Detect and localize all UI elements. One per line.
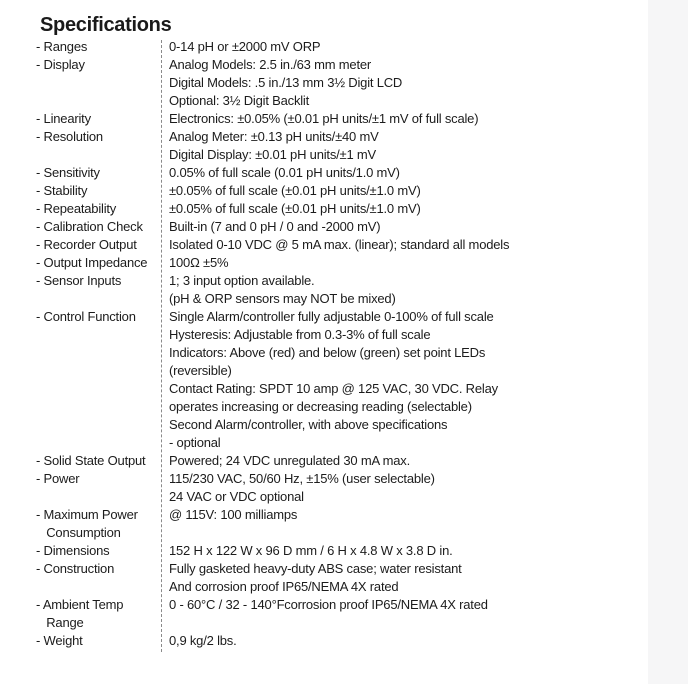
spec-row bbox=[36, 632, 648, 650]
spec-value-line: Fully gasketed heavy-duty ABS case; water resistant bbox=[169, 561, 462, 576]
spec-label: - Stability bbox=[36, 183, 88, 198]
spec-row bbox=[36, 542, 648, 560]
spec-label: - Weight bbox=[36, 633, 83, 648]
spec-row bbox=[36, 218, 648, 236]
spec-label: - Linearity bbox=[36, 111, 91, 126]
spec-values bbox=[166, 110, 648, 128]
spec-row bbox=[36, 56, 648, 110]
spec-values bbox=[166, 542, 648, 560]
spec-label: - Resolution bbox=[36, 129, 103, 144]
spec-value-line: 0 - 60°C / 32 - 140°Fcorrosion proof IP65/NEMA 4X rated bbox=[169, 597, 488, 612]
spec-values bbox=[166, 164, 648, 182]
spec-label: - Ambient Temp Range bbox=[36, 597, 124, 630]
spec-values bbox=[166, 596, 648, 632]
spec-value-line: Single Alarm/controller fully adjustable 0-100% of full scale bbox=[169, 309, 494, 324]
spec-label: - Calibration Check bbox=[36, 219, 143, 234]
spec-values bbox=[166, 236, 648, 254]
spec-row bbox=[36, 164, 648, 182]
spec-value-line: 0,9 kg/2 lbs. bbox=[169, 633, 237, 648]
spec-value-line: Electronics: ±0.05% (±0.01 pH units/±1 mV of full scale) bbox=[169, 111, 479, 126]
spec-values bbox=[166, 272, 648, 308]
spec-value-line: Analog Models: 2.5 in./63 mm meter bbox=[169, 57, 372, 72]
spec-values bbox=[166, 470, 648, 506]
spec-label: - Recorder Output bbox=[36, 237, 137, 252]
background-strip bbox=[648, 0, 688, 684]
spec-value-line: Powered; 24 VDC unregulated 30 mA max. bbox=[169, 453, 410, 468]
spec-value-line: Digital Models: .5 in./13 mm 3½ Digit LCD bbox=[169, 75, 403, 90]
spec-value-line: Digital Display: ±0.01 pH units/±1 mV bbox=[169, 147, 377, 162]
spec-values bbox=[166, 200, 648, 218]
spec-value-line: Analog Meter: ±0.13 pH units/±40 mV bbox=[169, 129, 379, 144]
spec-values bbox=[166, 128, 648, 164]
spec-value-line: Hysteresis: Adjustable from 0.3-3% of full scale bbox=[169, 327, 431, 342]
spec-value-line: Second Alarm/controller, with above specifications bbox=[169, 417, 448, 432]
spec-row bbox=[36, 506, 648, 542]
spec-row bbox=[36, 470, 648, 506]
spec-row bbox=[36, 560, 648, 596]
spec-values bbox=[166, 254, 648, 272]
spec-row bbox=[36, 38, 648, 56]
spec-label: - Output Impedance bbox=[36, 255, 148, 270]
spec-value-line: operates increasing or decreasing reading (selectable) bbox=[169, 399, 472, 414]
spec-values bbox=[166, 452, 648, 470]
spec-value-line: ±0.05% of full scale (±0.01 pH units/±1.0 mV) bbox=[169, 183, 421, 198]
spec-label: - Solid State Output bbox=[36, 453, 146, 468]
spec-row bbox=[36, 236, 648, 254]
spec-row bbox=[36, 452, 648, 470]
page-title: Specifications bbox=[40, 14, 172, 36]
spec-label: - Dimensions bbox=[36, 543, 110, 558]
spec-value-line: (reversible) bbox=[169, 363, 232, 378]
spec-value-line: Isolated 0-10 VDC @ 5 mA max. (linear); standard all models bbox=[169, 237, 510, 252]
spec-row bbox=[36, 308, 648, 452]
spec-value-line: Optional: 3½ Digit Backlit bbox=[169, 93, 310, 108]
spec-value-line: - optional bbox=[169, 435, 221, 450]
spec-values bbox=[166, 38, 648, 56]
spec-label: - Display bbox=[36, 57, 85, 72]
spec-label: - Sensitivity bbox=[36, 165, 100, 180]
spec-values bbox=[166, 560, 648, 596]
spec-value-line: (pH & ORP sensors may NOT be mixed) bbox=[169, 291, 396, 306]
spec-label: - Control Function bbox=[36, 309, 136, 324]
spec-list bbox=[36, 38, 648, 650]
spec-label: - Construction bbox=[36, 561, 115, 576]
spec-value-line: Contact Rating: SPDT 10 amp @ 125 VAC, 30 VDC. Relay bbox=[169, 381, 498, 396]
spec-value-line: @ 115V: 100 milliamps bbox=[169, 507, 298, 522]
spec-row bbox=[36, 128, 648, 164]
spec-value-line: And corrosion proof IP65/NEMA 4X rated bbox=[169, 579, 399, 594]
spec-value-line: 100Ω ±5% bbox=[169, 255, 229, 270]
spec-values bbox=[166, 218, 648, 236]
spec-row bbox=[36, 254, 648, 272]
spec-value-line: 115/230 VAC, 50/60 Hz, ±15% (user selectable) bbox=[169, 471, 435, 486]
spec-label: - Power bbox=[36, 471, 80, 486]
spec-values bbox=[166, 56, 648, 110]
spec-value-line: 24 VAC or VDC optional bbox=[169, 489, 304, 504]
spec-label: - Maximum Power Consumption bbox=[36, 507, 138, 540]
spec-label: - Repeatability bbox=[36, 201, 117, 216]
spec-value-line: 0.05% of full scale (0.01 pH units/1.0 mV) bbox=[169, 165, 400, 180]
spec-row bbox=[36, 272, 648, 308]
spec-values bbox=[166, 506, 648, 542]
spec-value-line: ±0.05% of full scale (±0.01 pH units/±1.0 mV) bbox=[169, 201, 421, 216]
spec-row bbox=[36, 110, 648, 128]
spec-row bbox=[36, 596, 648, 632]
spec-value-line: Indicators: Above (red) and below (green) set point LEDs bbox=[169, 345, 486, 360]
spec-values bbox=[166, 632, 648, 650]
spec-values bbox=[166, 308, 648, 452]
spec-row bbox=[36, 200, 648, 218]
spec-label: - Sensor Inputs bbox=[36, 273, 122, 288]
spec-values bbox=[166, 182, 648, 200]
spec-row bbox=[36, 182, 648, 200]
spec-value-line: 152 H x 122 W x 96 D mm / 6 H x 4.8 W x 3.8 D in. bbox=[169, 543, 453, 558]
spec-value-line: Built-in (7 and 0 pH / 0 and -2000 mV) bbox=[169, 219, 381, 234]
spec-value-line: 1; 3 input option available. bbox=[169, 273, 315, 288]
spec-label: - Ranges bbox=[36, 39, 88, 54]
spec-value-line: 0-14 pH or ±2000 mV ORP bbox=[169, 39, 321, 54]
